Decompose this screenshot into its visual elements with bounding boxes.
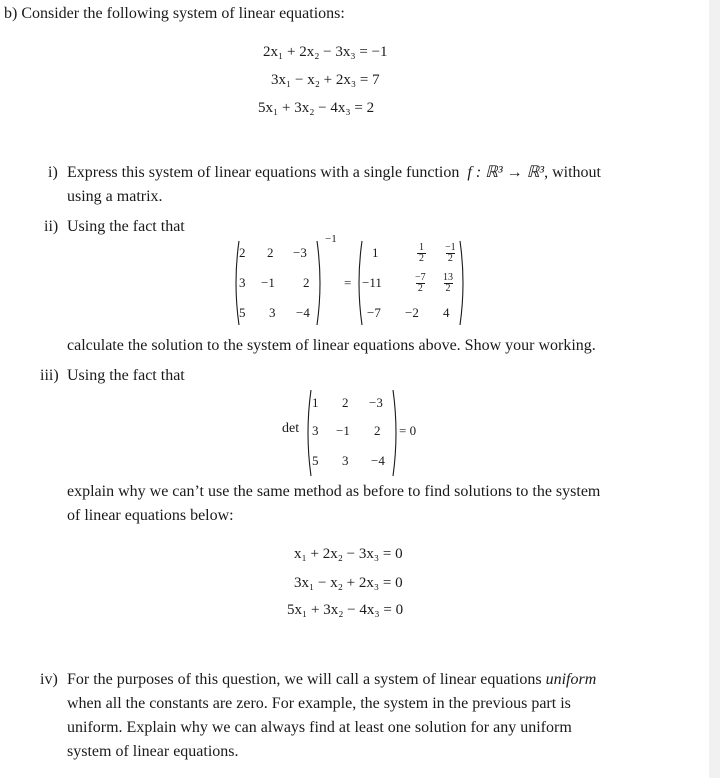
- matrix-inv-cell: −2: [405, 305, 419, 320]
- singular-matrix-cell: −1: [336, 423, 350, 438]
- matrix-inverse: [355, 240, 467, 326]
- part-iii-explain-1: explain why we can’t use the same method as before to find solutions to the system: [67, 483, 601, 500]
- inverse-exponent: −1: [325, 233, 337, 245]
- singular-matrix: [304, 389, 400, 477]
- matrix-a-cell: 5: [239, 305, 246, 320]
- part-ii-conclusion: calculate the solution to the system of linear equations above. Show your working.: [67, 337, 596, 354]
- system-1-eq-3: 5x₁ + 3x₂ − 4x₃ = 2: [258, 100, 375, 116]
- matrix-inv-cell: 4: [443, 305, 450, 320]
- uniform-term: uniform: [545, 671, 597, 688]
- singular-matrix-cell: −4: [371, 453, 385, 468]
- matrix-inv-cell: −7: [367, 305, 381, 320]
- part-iv-line-2: when all the constants are zero. For example, the system in the previous part is: [67, 695, 571, 712]
- equals-sign: =: [344, 275, 352, 290]
- system-2-eq-3: 5x₁ + 3x₂ − 4x₃ = 0: [287, 602, 404, 618]
- part-iii-intro: Using the fact that: [67, 367, 185, 384]
- matrix-inv-cell: −7 2: [415, 272, 426, 294]
- singular-matrix-cell: 5: [312, 453, 319, 468]
- part-iv-line-4: system of linear equations.: [67, 743, 239, 760]
- part-iii-explain-2: of linear equations below:: [67, 507, 234, 524]
- part-ii-intro: Using the fact that: [67, 218, 185, 235]
- part-b-heading: b) Consider the following system of linear equations:: [4, 5, 345, 22]
- singular-matrix-cell: −3: [369, 395, 383, 410]
- matrix-inv-cell: 13 2: [443, 272, 453, 294]
- function-notation: f : ℝ³ → ℝ³: [467, 164, 545, 181]
- part-iv-line-1: [67, 670, 596, 690]
- vertical-scrollbar[interactable]: [709, 0, 720, 778]
- part-ii-label: ii): [44, 218, 59, 235]
- matrix-a-cell: 2: [303, 275, 310, 290]
- matrix-a-cell: −3: [293, 245, 307, 260]
- det-equals-zero: = 0: [399, 423, 417, 438]
- part-iv-line-1-text: For the purposes of this question, we will call a system of linear equations: [67, 671, 542, 688]
- system-2-eq-2: 3x₁ − x₂ + 2x₃ = 0: [294, 575, 403, 591]
- part-i-label: i): [48, 164, 58, 181]
- system-1-eq-2: 3x₁ − x₂ + 2x₃ = 7: [271, 72, 380, 88]
- system-1-eq-1: 2x₁ + 2x₂ − 3x₃ = −1: [263, 44, 388, 60]
- part-i-line-2: using a matrix.: [67, 188, 163, 205]
- part-i-text: Express this system of linear equations with a single function: [67, 164, 460, 181]
- singular-matrix-cell: 3: [312, 423, 319, 438]
- matrix-inv-cell: 1 2: [419, 242, 424, 264]
- right-paren: [459, 240, 467, 326]
- matrix-a-cell: 2: [267, 245, 274, 260]
- part-i-line-1: [67, 163, 601, 183]
- matrix-a-cell: −1: [261, 275, 275, 290]
- singular-matrix-cell: 3: [342, 453, 349, 468]
- singular-matrix-cell: 1: [312, 395, 319, 410]
- part-iv-line-3: uniform. Explain why we can always find at least one solution for any uniform: [67, 719, 572, 736]
- part-iv-label: iv): [40, 671, 58, 688]
- right-paren: [316, 240, 324, 326]
- part-i-line-1-end: , without: [544, 164, 601, 181]
- matrix-inv-cell: −1 2: [445, 242, 456, 264]
- det-label: det: [282, 421, 300, 436]
- part-iii-label: iii): [40, 367, 59, 384]
- matrix-a-cell: −4: [296, 305, 310, 320]
- matrix-inv-cell: −11: [362, 275, 382, 290]
- matrix-a-cell: 2: [239, 245, 246, 260]
- singular-matrix-cell: 2: [374, 423, 381, 438]
- matrix-inv-cell: 1: [372, 245, 379, 260]
- singular-matrix-cell: 2: [342, 395, 349, 410]
- left-paren: [304, 389, 312, 477]
- system-2-eq-1: x₁ + 2x₂ − 3x₃ = 0: [294, 546, 403, 562]
- matrix-a-cell: 3: [269, 305, 276, 320]
- matrix-a: [232, 240, 324, 326]
- matrix-a-cell: 3: [239, 275, 246, 290]
